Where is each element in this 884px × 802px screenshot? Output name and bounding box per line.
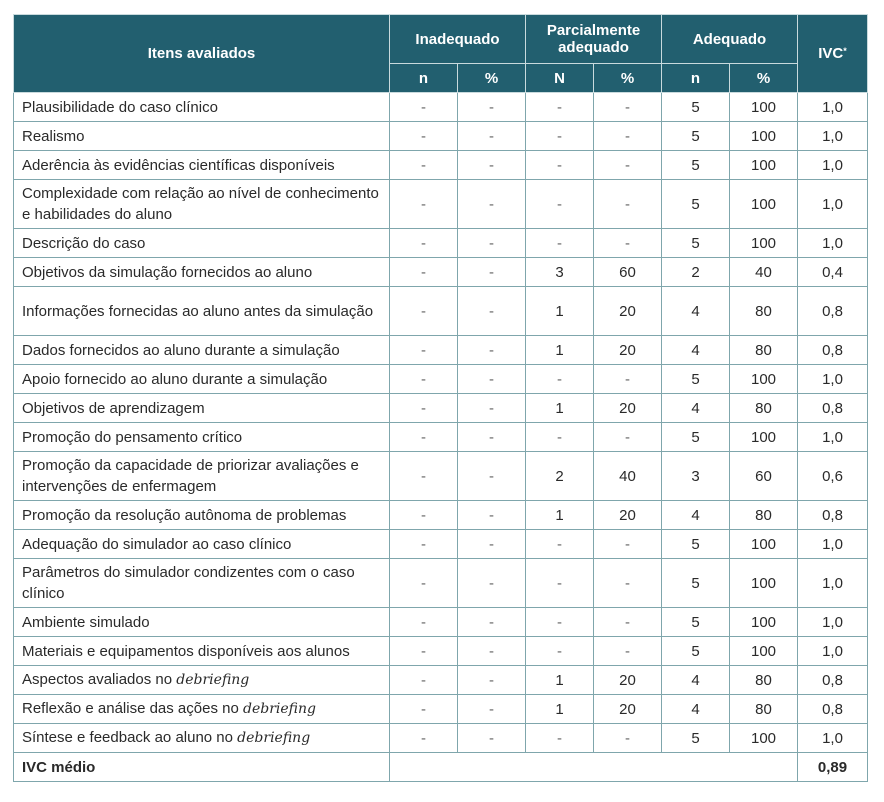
cell-parc-pct: 60	[594, 258, 662, 287]
subheader-inad-pct: %	[458, 64, 526, 93]
cell-inad-n: -	[390, 287, 458, 336]
cell-parc-n: 1	[526, 336, 594, 365]
cell-adeq-n: 2	[662, 258, 730, 287]
row-item-text: Síntese e feedback ao aluno no	[22, 729, 233, 746]
header-group-adequado: Adequado	[662, 15, 798, 64]
table-row	[14, 151, 868, 180]
header-ivc-marker: *	[843, 46, 847, 56]
cell-inad-n: -	[390, 151, 458, 180]
cell-adeq-n: 4	[662, 287, 730, 336]
cell-parc-n: 3	[526, 258, 594, 287]
cell-parc-n: -	[526, 608, 594, 637]
cell-inad-pct: -	[458, 530, 526, 559]
cell-parc-pct: 20	[594, 501, 662, 530]
header-group-parcialmente-label: Parcialmente adequado	[546, 22, 641, 56]
row-item-text: Parâmetros do simulador condizentes com o caso clínico	[22, 564, 355, 602]
cell-ivc: 0,8	[798, 695, 868, 724]
cell-adeq-n: 4	[662, 336, 730, 365]
header-ivc-label: IVC	[818, 45, 844, 62]
total-empty-span	[390, 753, 798, 782]
table-row	[14, 93, 868, 122]
total-ivc-value: 0,89	[798, 753, 868, 782]
cell-adeq-pct: 100	[730, 530, 798, 559]
cell-ivc: 1,0	[798, 530, 868, 559]
cell-parc-pct: -	[594, 608, 662, 637]
cell-adeq-pct: 80	[730, 287, 798, 336]
cell-adeq-n: 5	[662, 608, 730, 637]
cell-adeq-pct: 100	[730, 423, 798, 452]
cell-adeq-n: 5	[662, 229, 730, 258]
row-item-label	[14, 258, 390, 287]
cell-ivc: 0,8	[798, 336, 868, 365]
cell-inad-pct: -	[458, 666, 526, 695]
cell-parc-pct: -	[594, 530, 662, 559]
cell-inad-n: -	[390, 336, 458, 365]
cell-adeq-n: 5	[662, 93, 730, 122]
cell-adeq-n: 4	[662, 394, 730, 423]
cell-ivc: 1,0	[798, 608, 868, 637]
cell-inad-n: -	[390, 122, 458, 151]
cell-adeq-n: 3	[662, 452, 730, 501]
cell-inad-pct: -	[458, 122, 526, 151]
cell-inad-n: -	[390, 93, 458, 122]
cell-adeq-pct: 80	[730, 501, 798, 530]
row-item-text: Promoção da capacidade de priorizar avaliações e intervenções de enfermagem	[22, 457, 359, 495]
cell-parc-n: -	[526, 423, 594, 452]
cell-adeq-n: 4	[662, 501, 730, 530]
subheader-inad-n: n	[390, 64, 458, 93]
cell-adeq-pct: 80	[730, 394, 798, 423]
subheader-parc-n: N	[526, 64, 594, 93]
cell-ivc: 1,0	[798, 122, 868, 151]
cell-inad-n: -	[390, 559, 458, 608]
cell-parc-pct: -	[594, 180, 662, 229]
cell-parc-pct: -	[594, 229, 662, 258]
header-group-inadequado: Inadequado	[390, 15, 526, 64]
cell-inad-pct: -	[458, 559, 526, 608]
table-row	[14, 122, 868, 151]
cell-inad-n: -	[390, 724, 458, 753]
cell-ivc: 1,0	[798, 637, 868, 666]
cell-parc-n: -	[526, 229, 594, 258]
row-item-text: Objetivos de aprendizagem	[22, 399, 205, 417]
row-item-text: Objetivos da simulação fornecidos ao aluno	[22, 263, 313, 281]
cell-ivc: 1,0	[798, 724, 868, 753]
cell-adeq-pct: 80	[730, 336, 798, 365]
table-row	[14, 608, 868, 637]
table-row	[14, 501, 868, 530]
cell-inad-pct: -	[458, 229, 526, 258]
header-group-parcialmente	[526, 15, 662, 64]
cell-ivc: 0,4	[798, 258, 868, 287]
row-item-text: Plausibilidade do caso clínico	[22, 98, 218, 116]
cell-inad-pct: -	[458, 93, 526, 122]
row-item-italic: debriefing	[237, 730, 311, 746]
row-item-label	[14, 452, 390, 501]
cell-adeq-pct: 100	[730, 365, 798, 394]
row-item-label	[14, 666, 390, 695]
subheader-adeq-pct: %	[730, 64, 798, 93]
cell-parc-n: -	[526, 637, 594, 666]
row-item-label	[14, 180, 390, 229]
cell-adeq-pct: 100	[730, 151, 798, 180]
cell-adeq-n: 5	[662, 365, 730, 394]
cell-inad-n: -	[390, 258, 458, 287]
row-item-label	[14, 695, 390, 724]
table-row	[14, 695, 868, 724]
row-item-label	[14, 229, 390, 258]
cell-adeq-pct: 100	[730, 724, 798, 753]
cell-inad-pct: -	[458, 695, 526, 724]
cell-inad-n: -	[390, 423, 458, 452]
cell-parc-n: -	[526, 530, 594, 559]
cell-parc-n: 1	[526, 394, 594, 423]
cell-ivc: 0,6	[798, 452, 868, 501]
cell-ivc: 0,8	[798, 501, 868, 530]
cell-inad-n: -	[390, 229, 458, 258]
cell-adeq-n: 4	[662, 695, 730, 724]
cell-inad-pct: -	[458, 151, 526, 180]
cell-inad-n: -	[390, 365, 458, 394]
row-item-label	[14, 394, 390, 423]
cell-parc-n: -	[526, 559, 594, 608]
cell-adeq-n: 5	[662, 122, 730, 151]
row-item-italic: debriefing	[242, 701, 316, 717]
cell-parc-n: 1	[526, 287, 594, 336]
cell-inad-pct: -	[458, 501, 526, 530]
cell-adeq-pct: 100	[730, 559, 798, 608]
row-item-text: Materiais e equipamentos disponíveis aos alunos	[22, 642, 350, 660]
cell-adeq-n: 4	[662, 666, 730, 695]
cell-ivc: 1,0	[798, 151, 868, 180]
cell-inad-pct: -	[458, 336, 526, 365]
row-item-text: Aderência às evidências científicas disponíveis	[22, 156, 335, 174]
cell-ivc: 0,8	[798, 287, 868, 336]
cell-parc-pct: 20	[594, 666, 662, 695]
table-row	[14, 559, 868, 608]
row-item-label	[14, 559, 390, 608]
table-row	[14, 724, 868, 753]
cell-ivc: 1,0	[798, 93, 868, 122]
row-item-italic: debriefing	[176, 672, 250, 688]
row-item-text: Promoção do pensamento crítico	[22, 428, 243, 446]
table-row	[14, 423, 868, 452]
cell-inad-n: -	[390, 501, 458, 530]
cell-parc-n: -	[526, 122, 594, 151]
table-row	[14, 180, 868, 229]
table-row	[14, 229, 868, 258]
cell-adeq-pct: 80	[730, 695, 798, 724]
cell-adeq-pct: 80	[730, 666, 798, 695]
cell-inad-n: -	[390, 530, 458, 559]
cell-parc-pct: -	[594, 122, 662, 151]
table-row	[14, 287, 868, 336]
cell-inad-n: -	[390, 394, 458, 423]
header-items: Itens avaliados	[14, 15, 390, 93]
row-item-text: Adequação do simulador ao caso clínico	[22, 535, 292, 553]
table-row	[14, 666, 868, 695]
cell-parc-n: -	[526, 93, 594, 122]
cell-adeq-pct: 100	[730, 93, 798, 122]
row-item-label	[14, 724, 390, 753]
cell-parc-pct: 20	[594, 695, 662, 724]
cell-inad-pct: -	[458, 365, 526, 394]
row-item-text: Reflexão e análise das ações no	[22, 700, 239, 717]
cell-inad-n: -	[390, 608, 458, 637]
cell-parc-n: -	[526, 724, 594, 753]
cell-inad-pct: -	[458, 394, 526, 423]
table-row	[14, 452, 868, 501]
cell-ivc: 1,0	[798, 559, 868, 608]
cell-ivc: 0,8	[798, 666, 868, 695]
row-item-text: Informações fornecidas ao aluno antes da simulação	[22, 302, 374, 320]
ivc-table	[13, 14, 868, 782]
row-item-text: Apoio fornecido ao aluno durante a simulação	[22, 370, 328, 388]
cell-parc-n: 1	[526, 501, 594, 530]
cell-parc-n: 1	[526, 695, 594, 724]
cell-parc-pct: -	[594, 423, 662, 452]
row-item-text: Dados fornecidos ao aluno durante a simulação	[22, 341, 340, 359]
cell-adeq-pct: 100	[730, 122, 798, 151]
row-item-label	[14, 336, 390, 365]
cell-inad-n: -	[390, 452, 458, 501]
row-item-label	[14, 423, 390, 452]
cell-inad-n: -	[390, 637, 458, 666]
cell-inad-n: -	[390, 695, 458, 724]
cell-parc-pct: -	[594, 151, 662, 180]
cell-adeq-n: 5	[662, 530, 730, 559]
row-item-label	[14, 637, 390, 666]
cell-parc-n: 2	[526, 452, 594, 501]
cell-parc-pct: -	[594, 365, 662, 394]
table-row	[14, 365, 868, 394]
row-item-label	[14, 287, 390, 336]
subheader-parc-pct: %	[594, 64, 662, 93]
row-item-text: Descrição do caso	[22, 234, 146, 252]
cell-adeq-n: 5	[662, 423, 730, 452]
cell-inad-pct: -	[458, 637, 526, 666]
cell-ivc: 0,8	[798, 394, 868, 423]
cell-ivc: 1,0	[798, 423, 868, 452]
cell-parc-pct: 20	[594, 336, 662, 365]
cell-ivc: 1,0	[798, 365, 868, 394]
cell-inad-pct: -	[458, 724, 526, 753]
row-item-label	[14, 122, 390, 151]
subheader-adeq-n: n	[662, 64, 730, 93]
cell-parc-n: -	[526, 365, 594, 394]
total-label: IVC médio	[14, 753, 390, 782]
cell-inad-n: -	[390, 180, 458, 229]
cell-inad-pct: -	[458, 180, 526, 229]
row-item-text: Promoção da resolução autônoma de problemas	[22, 506, 347, 524]
cell-inad-pct: -	[458, 608, 526, 637]
cell-parc-pct: -	[594, 559, 662, 608]
cell-adeq-pct: 60	[730, 452, 798, 501]
cell-parc-pct: -	[594, 724, 662, 753]
cell-adeq-pct: 40	[730, 258, 798, 287]
cell-parc-n: 1	[526, 666, 594, 695]
cell-parc-n: -	[526, 151, 594, 180]
cell-adeq-pct: 100	[730, 637, 798, 666]
cell-inad-pct: -	[458, 287, 526, 336]
table-header	[14, 15, 868, 93]
table-row	[14, 394, 868, 423]
row-item-text: Realismo	[22, 127, 85, 145]
row-item-text: Ambiente simulado	[22, 613, 150, 631]
cell-inad-n: -	[390, 666, 458, 695]
cell-parc-pct: -	[594, 93, 662, 122]
row-item-label	[14, 608, 390, 637]
row-item-label	[14, 93, 390, 122]
cell-inad-pct: -	[458, 258, 526, 287]
cell-adeq-pct: 100	[730, 229, 798, 258]
table-body	[14, 93, 868, 782]
row-item-text: Aspectos avaliados no	[22, 671, 173, 688]
cell-adeq-n: 5	[662, 724, 730, 753]
cell-parc-pct: 40	[594, 452, 662, 501]
cell-parc-pct: 20	[594, 394, 662, 423]
cell-parc-pct: 20	[594, 287, 662, 336]
row-item-label	[14, 501, 390, 530]
table-row	[14, 637, 868, 666]
cell-adeq-n: 5	[662, 180, 730, 229]
table-row	[14, 530, 868, 559]
cell-parc-n: -	[526, 180, 594, 229]
table-row	[14, 336, 868, 365]
cell-ivc: 1,0	[798, 229, 868, 258]
total-row	[14, 753, 868, 782]
header-ivc	[798, 15, 868, 93]
cell-inad-pct: -	[458, 452, 526, 501]
cell-adeq-pct: 100	[730, 180, 798, 229]
row-item-label	[14, 151, 390, 180]
row-item-text: Complexidade com relação ao nível de conhecimento e habilidades do aluno	[22, 185, 379, 223]
cell-ivc: 1,0	[798, 180, 868, 229]
cell-adeq-n: 5	[662, 637, 730, 666]
cell-adeq-n: 5	[662, 151, 730, 180]
cell-adeq-n: 5	[662, 559, 730, 608]
row-item-label	[14, 365, 390, 394]
cell-inad-pct: -	[458, 423, 526, 452]
cell-parc-pct: -	[594, 637, 662, 666]
row-item-label	[14, 530, 390, 559]
cell-adeq-pct: 100	[730, 608, 798, 637]
table-row	[14, 258, 868, 287]
